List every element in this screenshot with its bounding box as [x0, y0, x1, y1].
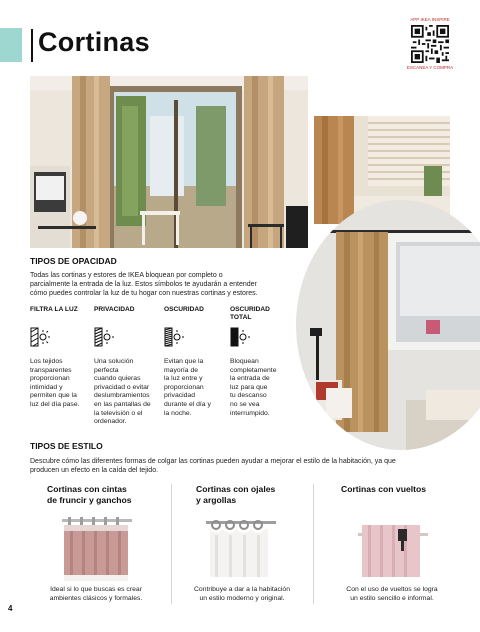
column-title-darkening: OSCURIDAD	[164, 306, 204, 313]
darkening-icon	[164, 326, 184, 348]
column-text-blackout: Bloquean completamente la entrada de luz para que tu descanso no se vea interrumpido.	[230, 358, 277, 417]
style-title-tab-top: Cortinas con vueltos	[341, 484, 426, 494]
tab-top-icon	[358, 515, 428, 585]
qr-bottom-label: ESCANEA Y COMPRA	[406, 65, 454, 70]
style-title-eyelet-rings: Cortinas con ojales y argollas	[196, 484, 276, 505]
opacity-heading: TIPOS DE OPACIDAD	[30, 256, 117, 266]
blackout-icon	[230, 326, 250, 348]
page-title: Cortinas	[38, 27, 150, 57]
qr-code[interactable]	[411, 25, 449, 63]
section-tab-marker	[0, 28, 22, 62]
column-text-light-filtering: Los tejidos transparentes proporcionan intimidad y permiten que la luz del día pase.	[30, 358, 80, 408]
column-title-blackout: OSCURIDAD TOTAL	[230, 306, 270, 321]
pleat-tape-hooks-icon	[62, 515, 132, 585]
style-title-pleat-hooks: Cortinas con cintas de fruncir y ganchos	[47, 484, 132, 505]
page-number: 4	[8, 604, 13, 613]
style-caption-pleat-hooks: Ideal si lo que buscas es crear ambientes clásicos y formales.	[49, 586, 143, 602]
style-heading: TIPOS DE ESTILO	[30, 441, 103, 451]
privacy-icon	[94, 326, 114, 348]
style-caption-tab-top: Con el uso de vueltos se logra un estilo sencillo e informal.	[346, 586, 438, 602]
style-intro: Descubre cómo las diferentes formas de colgar las cortinas pueden ayudar a mejorar el estilo de la habitación, ya que producen un efecto en la caída del tejido.	[30, 458, 396, 474]
column-text-privacy: Una solución perfecta cuando quieras privacidad o evitar deslumbramientos en las pantallas de la televisión o el ordenador.	[94, 358, 151, 426]
column-divider	[171, 484, 172, 604]
opacity-intro: Todas las cortinas y estores de IKEA bloquean por completo o parcialmente la entrada de la luz. Estos símbolos te ayudarán a entender cómo puedes controlar la luz de tu hogar con nuestras cortinas y estores.	[30, 272, 258, 297]
light-filtering-icon	[30, 326, 50, 348]
column-title-light-filtering: FILTRA LA LUZ	[30, 306, 78, 313]
style-caption-eyelet-rings: Contribuye a dar a la habitación un estilo moderno y original.	[194, 586, 290, 602]
column-title-privacy: PRIVACIDAD	[94, 306, 135, 313]
column-divider	[313, 484, 314, 604]
living-room-photo	[30, 76, 308, 248]
bedroom-curtain-photo	[296, 200, 480, 450]
eyelet-rings-icon	[206, 515, 276, 585]
title-divider	[31, 29, 33, 62]
column-text-darkening: Evitan que la mayoría de la luz entre y proporcionan privacidad durante el día y la noche.	[164, 358, 211, 417]
qr-top-label: APP IKEA INSPIRE	[410, 17, 450, 22]
